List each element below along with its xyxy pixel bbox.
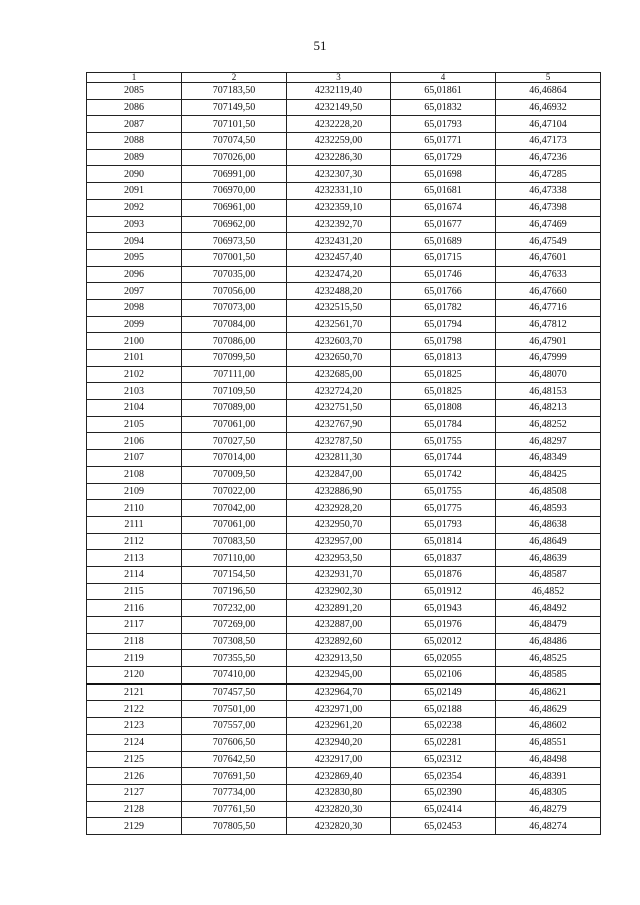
table-row [87, 701, 601, 718]
table-cell-col-4: 65,01771 [391, 133, 496, 150]
table-row [87, 249, 601, 266]
table-cell-col-3: 4232751,50 [287, 400, 391, 417]
table-cell-col-1: 2100 [87, 333, 182, 350]
table-cell-col-1: 2103 [87, 383, 182, 400]
table-cell-col-5: 46,48070 [496, 366, 601, 383]
table-cell-col-3: 4232515,50 [287, 299, 391, 316]
table-row [87, 83, 601, 100]
table-row [87, 149, 601, 166]
table-row [87, 784, 601, 801]
table-row [87, 416, 601, 433]
table-row [87, 751, 601, 768]
table-cell-col-3: 4232892,60 [287, 633, 391, 650]
table-row [87, 466, 601, 483]
table-cell-col-5: 46,48479 [496, 617, 601, 634]
table-cell-col-5: 46,47901 [496, 333, 601, 350]
table-cell-col-3: 4232971,00 [287, 701, 391, 718]
table-row [87, 633, 601, 650]
table-cell-col-5: 46,46864 [496, 83, 601, 100]
table-cell-col-4: 65,01782 [391, 299, 496, 316]
table-row [87, 350, 601, 367]
table-row [87, 183, 601, 200]
table-cell-col-2: 707501,00 [182, 701, 287, 718]
table-row [87, 233, 601, 250]
table-cell-col-5: 46,47173 [496, 133, 601, 150]
table-cell-col-5: 46,48274 [496, 818, 601, 835]
table-cell-col-2: 707083,50 [182, 533, 287, 550]
table-cell-col-5: 46,48391 [496, 768, 601, 785]
table-cell-col-2: 707457,50 [182, 684, 287, 701]
table-cell-col-5: 46,47104 [496, 116, 601, 133]
header-col-3: 3 [287, 73, 391, 83]
table-cell-col-4: 65,01832 [391, 99, 496, 116]
table-row [87, 216, 601, 233]
table-cell-col-2: 707109,50 [182, 383, 287, 400]
table-cell-col-4: 65,01677 [391, 216, 496, 233]
coordinates-table [86, 72, 601, 835]
page-number: 51 [313, 38, 327, 53]
table-cell-col-3: 4232957,00 [287, 533, 391, 550]
table-row [87, 600, 601, 617]
table-cell-col-2: 706962,00 [182, 216, 287, 233]
table-cell-col-2: 707035,00 [182, 266, 287, 283]
table-cell-col-3: 4232359,10 [287, 199, 391, 216]
table-cell-col-4: 65,01755 [391, 433, 496, 450]
table-cell-col-2: 707026,00 [182, 149, 287, 166]
table-cell-col-3: 4232488,20 [287, 283, 391, 300]
table-cell-col-3: 4232331,10 [287, 183, 391, 200]
table-row [87, 650, 601, 667]
table-cell-col-1: 2101 [87, 350, 182, 367]
table-row [87, 199, 601, 216]
table-cell-col-4: 65,01784 [391, 416, 496, 433]
table-cell-col-5: 46,47660 [496, 283, 601, 300]
table-cell-col-5: 46,48593 [496, 500, 601, 517]
table-cell-col-5: 46,47236 [496, 149, 601, 166]
table-cell-col-4: 65,01746 [391, 266, 496, 283]
table-cell-col-3: 4232931,70 [287, 566, 391, 583]
table-cell-col-2: 707308,50 [182, 633, 287, 650]
table-row [87, 500, 601, 517]
table-cell-col-1: 2128 [87, 801, 182, 818]
table-cell-col-3: 4232964,70 [287, 684, 391, 701]
table-cell-col-5: 46,47601 [496, 249, 601, 266]
table-cell-col-2: 707154,50 [182, 566, 287, 583]
table-cell-col-2: 707089,00 [182, 400, 287, 417]
table-row [87, 366, 601, 383]
table-cell-col-1: 2086 [87, 99, 182, 116]
header-col-4: 4 [391, 73, 496, 83]
table-cell-col-3: 4232891,20 [287, 600, 391, 617]
table-cell-col-3: 4232961,20 [287, 718, 391, 735]
table-cell-col-3: 4232820,30 [287, 801, 391, 818]
table-cell-col-2: 707061,00 [182, 516, 287, 533]
table-cell-col-1: 2115 [87, 583, 182, 600]
table-cell-col-4: 65,01943 [391, 600, 496, 617]
table-cell-col-4: 65,01825 [391, 366, 496, 383]
table-cell-col-1: 2125 [87, 751, 182, 768]
table-cell-col-1: 2087 [87, 116, 182, 133]
table-row [87, 583, 601, 600]
table-cell-col-1: 2096 [87, 266, 182, 283]
table-row [87, 684, 601, 701]
table-row [87, 333, 601, 350]
table-row [87, 299, 601, 316]
table-cell-col-1: 2102 [87, 366, 182, 383]
table-cell-col-5: 46,48525 [496, 650, 601, 667]
table-cell-col-5: 46,48213 [496, 400, 601, 417]
table-cell-col-2: 707606,50 [182, 734, 287, 751]
table-cell-col-5: 46,47716 [496, 299, 601, 316]
table-cell-col-5: 46,48492 [496, 600, 601, 617]
table-cell-col-4: 65,02106 [391, 667, 496, 684]
header-col-2: 2 [182, 73, 287, 83]
table-cell-col-3: 4232928,20 [287, 500, 391, 517]
table-cell-col-4: 65,01794 [391, 316, 496, 333]
table-cell-col-3: 4232474,20 [287, 266, 391, 283]
table-cell-col-1: 2112 [87, 533, 182, 550]
table-cell-col-2: 707086,00 [182, 333, 287, 350]
table-cell-col-2: 707557,00 [182, 718, 287, 735]
table-cell-col-1: 2095 [87, 249, 182, 266]
table-cell-col-3: 4232820,30 [287, 818, 391, 835]
table-row [87, 266, 601, 283]
table-cell-col-2: 707149,50 [182, 99, 287, 116]
table-cell-col-5: 46,47812 [496, 316, 601, 333]
table-row [87, 667, 601, 684]
table-cell-col-4: 65,01837 [391, 550, 496, 567]
table-cell-col-2: 707099,50 [182, 350, 287, 367]
table-cell-col-4: 65,01766 [391, 283, 496, 300]
table-cell-col-1: 2092 [87, 199, 182, 216]
table-cell-col-5: 46,48349 [496, 450, 601, 467]
table-cell-col-3: 4232913,50 [287, 650, 391, 667]
table-cell-col-3: 4232561,70 [287, 316, 391, 333]
table-cell-col-4: 65,01808 [391, 400, 496, 417]
table-cell-col-4: 65,01861 [391, 83, 496, 100]
table-cell-col-3: 4232286,30 [287, 149, 391, 166]
table-cell-col-4: 65,01742 [391, 466, 496, 483]
table-cell-col-4: 65,02055 [391, 650, 496, 667]
table-cell-col-2: 707027,50 [182, 433, 287, 450]
table-cell-col-2: 706991,00 [182, 166, 287, 183]
table-cell-col-2: 707183,50 [182, 83, 287, 100]
table-cell-col-2: 707084,00 [182, 316, 287, 333]
table-body [87, 83, 601, 835]
table-cell-col-4: 65,01674 [391, 199, 496, 216]
table-cell-col-1: 2123 [87, 718, 182, 735]
table-cell-col-2: 707761,50 [182, 801, 287, 818]
table-cell-col-3: 4232847,00 [287, 466, 391, 483]
table-cell-col-2: 707056,00 [182, 283, 287, 300]
table-cell-col-4: 65,02238 [391, 718, 496, 735]
table-cell-col-4: 65,02453 [391, 818, 496, 835]
table-cell-col-5: 46,48425 [496, 466, 601, 483]
table-cell-col-1: 2085 [87, 83, 182, 100]
table-row [87, 533, 601, 550]
table-cell-col-5: 46,48629 [496, 701, 601, 718]
table-cell-col-3: 4232119,40 [287, 83, 391, 100]
table-cell-col-4: 65,02012 [391, 633, 496, 650]
table-cell-col-2: 707042,00 [182, 500, 287, 517]
table-cell-col-4: 65,01775 [391, 500, 496, 517]
table-cell-col-1: 2090 [87, 166, 182, 183]
table-cell-col-4: 65,01814 [391, 533, 496, 550]
table-cell-col-2: 707691,50 [182, 768, 287, 785]
table-cell-col-3: 4232457,40 [287, 249, 391, 266]
table-cell-col-1: 2099 [87, 316, 182, 333]
table-cell-col-3: 4232902,30 [287, 583, 391, 600]
table-cell-col-2: 707111,00 [182, 366, 287, 383]
table-cell-col-2: 707410,00 [182, 667, 287, 684]
table-cell-col-1: 2088 [87, 133, 182, 150]
table-cell-col-4: 65,02312 [391, 751, 496, 768]
table-cell-col-5: 46,48585 [496, 667, 601, 684]
table-cell-col-4: 65,01976 [391, 617, 496, 634]
table-cell-col-4: 65,02390 [391, 784, 496, 801]
table-cell-col-3: 4232887,00 [287, 617, 391, 634]
table-row [87, 550, 601, 567]
table-cell-col-5: 46,48498 [496, 751, 601, 768]
table-cell-col-5: 46,47549 [496, 233, 601, 250]
table-cell-col-2: 707110,00 [182, 550, 287, 567]
table-cell-col-3: 4232392,70 [287, 216, 391, 233]
table-cell-col-5: 46,47285 [496, 166, 601, 183]
table-cell-col-1: 2097 [87, 283, 182, 300]
table-cell-col-2: 707061,00 [182, 416, 287, 433]
table-cell-col-1: 2094 [87, 233, 182, 250]
table-cell-col-3: 4232787,50 [287, 433, 391, 450]
table-row [87, 450, 601, 467]
table-cell-col-3: 4232149,50 [287, 99, 391, 116]
table-cell-col-1: 2107 [87, 450, 182, 467]
table-cell-col-1: 2098 [87, 299, 182, 316]
table-row [87, 166, 601, 183]
table-cell-col-4: 65,01755 [391, 483, 496, 500]
table-cell-col-4: 65,02149 [391, 684, 496, 701]
table-cell-col-5: 46,48602 [496, 718, 601, 735]
table-cell-col-1: 2118 [87, 633, 182, 650]
table-cell-col-4: 65,01689 [391, 233, 496, 250]
table-cell-col-1: 2122 [87, 701, 182, 718]
table-cell-col-3: 4232767,90 [287, 416, 391, 433]
table-cell-col-5: 46,47999 [496, 350, 601, 367]
table-row [87, 283, 601, 300]
table-cell-col-4: 65,02414 [391, 801, 496, 818]
table-cell-col-5: 46,46932 [496, 99, 601, 116]
table-cell-col-5: 46,48639 [496, 550, 601, 567]
table-row [87, 818, 601, 835]
table-cell-col-4: 65,01744 [391, 450, 496, 467]
table-cell-col-4: 65,01681 [391, 183, 496, 200]
table-cell-col-4: 65,02281 [391, 734, 496, 751]
table-cell-col-1: 2105 [87, 416, 182, 433]
header-col-5: 5 [496, 73, 601, 83]
table-row [87, 801, 601, 818]
table-cell-col-5: 46,48305 [496, 784, 601, 801]
table-cell-col-4: 65,02354 [391, 768, 496, 785]
table-cell-col-3: 4232259,00 [287, 133, 391, 150]
table-cell-col-1: 2126 [87, 768, 182, 785]
table-cell-col-2: 706970,00 [182, 183, 287, 200]
table-cell-col-1: 2113 [87, 550, 182, 567]
table-cell-col-2: 707001,50 [182, 249, 287, 266]
table-row [87, 516, 601, 533]
table-cell-col-1: 2114 [87, 566, 182, 583]
table-cell-col-2: 707101,50 [182, 116, 287, 133]
table-cell-col-2: 707073,00 [182, 299, 287, 316]
table-cell-col-5: 46,48297 [496, 433, 601, 450]
table-cell-col-3: 4232228,20 [287, 116, 391, 133]
table-cell-col-4: 65,01912 [391, 583, 496, 600]
table-cell-col-3: 4232950,70 [287, 516, 391, 533]
table-cell-col-5: 46,47469 [496, 216, 601, 233]
table-cell-col-4: 65,01825 [391, 383, 496, 400]
table-cell-col-5: 46,48649 [496, 533, 601, 550]
table-cell-col-1: 2116 [87, 600, 182, 617]
table-cell-col-2: 707734,00 [182, 784, 287, 801]
table-cell-col-1: 2104 [87, 400, 182, 417]
table-cell-col-2: 707355,50 [182, 650, 287, 667]
table-cell-col-2: 706973,50 [182, 233, 287, 250]
table-cell-col-4: 65,01798 [391, 333, 496, 350]
table-cell-col-5: 46,48153 [496, 383, 601, 400]
table-cell-col-5: 46,48587 [496, 566, 601, 583]
table-cell-col-4: 65,01698 [391, 166, 496, 183]
table-cell-col-1: 2106 [87, 433, 182, 450]
table-row [87, 383, 601, 400]
table-cell-col-5: 46,48621 [496, 684, 601, 701]
table-header-row [87, 73, 601, 83]
table-row [87, 316, 601, 333]
table-cell-col-4: 65,01876 [391, 566, 496, 583]
table-cell-col-1: 2111 [87, 516, 182, 533]
table-cell-col-5: 46,48252 [496, 416, 601, 433]
table-cell-col-5: 46,48279 [496, 801, 601, 818]
table-cell-col-5: 46,47338 [496, 183, 601, 200]
table-cell-col-2: 707074,50 [182, 133, 287, 150]
table-row [87, 718, 601, 735]
table-cell-col-4: 65,01729 [391, 149, 496, 166]
table-cell-col-1: 2120 [87, 667, 182, 684]
table-cell-col-3: 4232307,30 [287, 166, 391, 183]
table-row [87, 433, 601, 450]
table-cell-col-2: 707269,00 [182, 617, 287, 634]
table-cell-col-4: 65,01793 [391, 516, 496, 533]
table-cell-col-1: 2089 [87, 149, 182, 166]
table-row [87, 400, 601, 417]
table-cell-col-3: 4232830,80 [287, 784, 391, 801]
table-cell-col-3: 4232940,20 [287, 734, 391, 751]
table-cell-col-5: 46,4852 [496, 583, 601, 600]
table-cell-col-5: 46,48638 [496, 516, 601, 533]
table-cell-col-4: 65,01715 [391, 249, 496, 266]
table-cell-col-5: 46,48486 [496, 633, 601, 650]
table-row [87, 566, 601, 583]
table-cell-col-5: 46,47398 [496, 199, 601, 216]
table-cell-col-1: 2127 [87, 784, 182, 801]
table-cell-col-2: 707642,50 [182, 751, 287, 768]
table-cell-col-1: 2110 [87, 500, 182, 517]
table-row [87, 116, 601, 133]
table-cell-col-3: 4232650,70 [287, 350, 391, 367]
table-cell-col-3: 4232886,90 [287, 483, 391, 500]
table-row [87, 483, 601, 500]
table-row [87, 617, 601, 634]
table-cell-col-3: 4232724,20 [287, 383, 391, 400]
table-cell-col-3: 4232685,00 [287, 366, 391, 383]
table-cell-col-3: 4232811,30 [287, 450, 391, 467]
table-cell-col-3: 4232431,20 [287, 233, 391, 250]
table-cell-col-1: 2108 [87, 466, 182, 483]
table-row [87, 133, 601, 150]
table-cell-col-1: 2091 [87, 183, 182, 200]
table-cell-col-3: 4232953,50 [287, 550, 391, 567]
table-cell-col-2: 707196,50 [182, 583, 287, 600]
table-cell-col-2: 707232,00 [182, 600, 287, 617]
table-cell-col-1: 2129 [87, 818, 182, 835]
table-row [87, 768, 601, 785]
table-cell-col-1: 2124 [87, 734, 182, 751]
table-cell-col-2: 706961,00 [182, 199, 287, 216]
table-cell-col-2: 707805,50 [182, 818, 287, 835]
table-cell-col-4: 65,01793 [391, 116, 496, 133]
table-row [87, 99, 601, 116]
table-cell-col-1: 2093 [87, 216, 182, 233]
table-row [87, 734, 601, 751]
table-cell-col-4: 65,02188 [391, 701, 496, 718]
table-cell-col-1: 2119 [87, 650, 182, 667]
table-cell-col-2: 707009,50 [182, 466, 287, 483]
table-cell-col-3: 4232869,40 [287, 768, 391, 785]
table-cell-col-2: 707022,00 [182, 483, 287, 500]
table-cell-col-1: 2117 [87, 617, 182, 634]
header-col-1: 1 [87, 73, 182, 83]
table-cell-col-3: 4232945,00 [287, 667, 391, 684]
table-cell-col-1: 2121 [87, 684, 182, 701]
table-cell-col-1: 2109 [87, 483, 182, 500]
table-cell-col-3: 4232917,00 [287, 751, 391, 768]
table-cell-col-4: 65,01813 [391, 350, 496, 367]
table-cell-col-3: 4232603,70 [287, 333, 391, 350]
table-cell-col-5: 46,48551 [496, 734, 601, 751]
table-cell-col-2: 707014,00 [182, 450, 287, 467]
table-cell-col-5: 46,47633 [496, 266, 601, 283]
table-cell-col-5: 46,48508 [496, 483, 601, 500]
